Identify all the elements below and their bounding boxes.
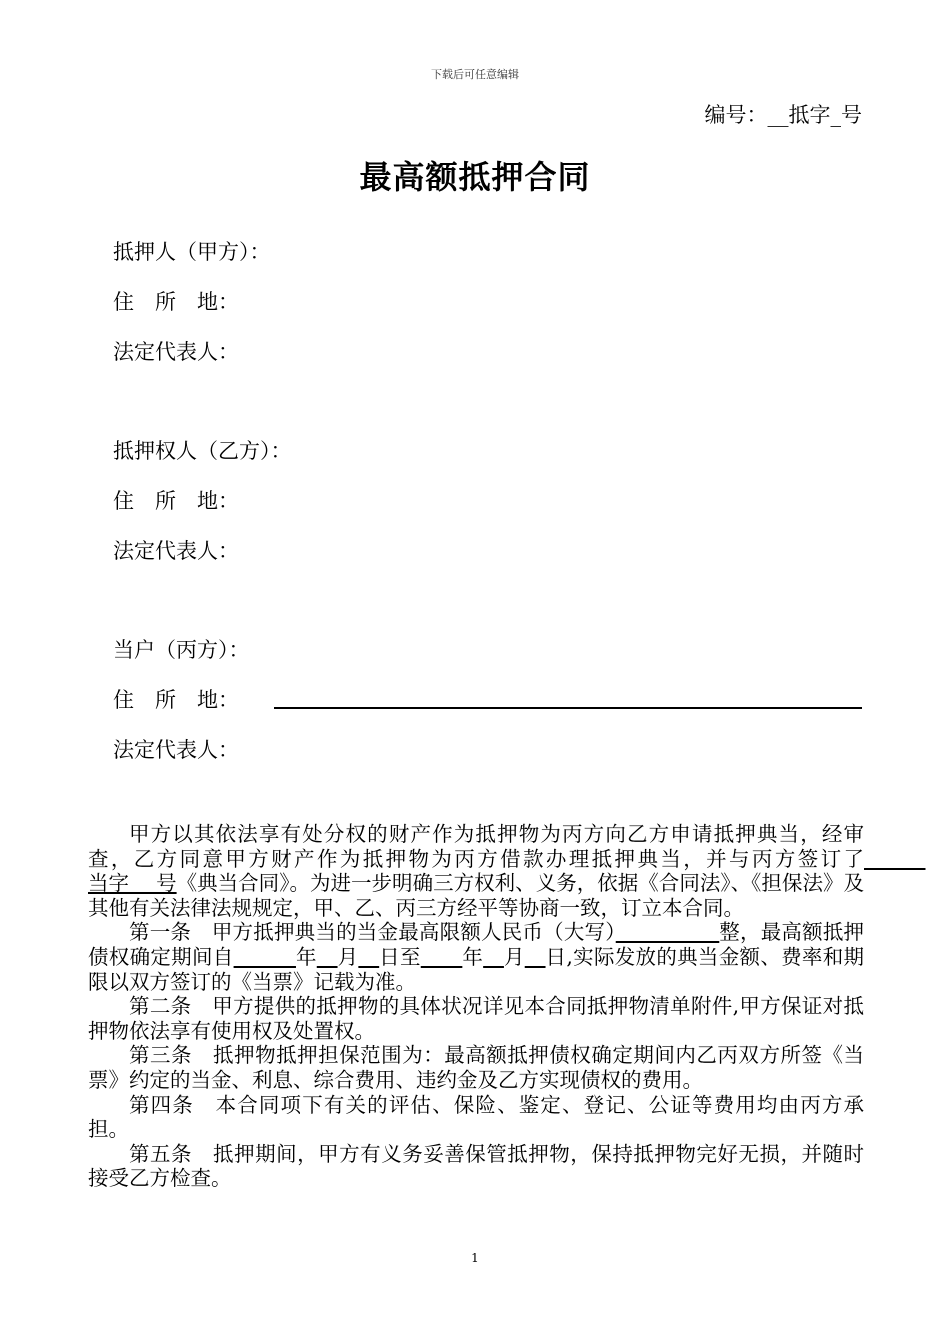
end-month-blank bbox=[483, 945, 504, 969]
article-2: 第二条 甲方提供的抵押物的具体状况详见本合同抵押物清单附件,甲方保证对抵押物依法享有使用权及处置权。 bbox=[88, 994, 864, 1043]
start-month-blank bbox=[317, 945, 338, 969]
article-3: 第三条 抵押物抵押担保范围为：最高额抵押债权确定期间内乙丙双方所签《当票》约定的当金、利息、综合费用、违约金及乙方实现债权的费用。 bbox=[88, 1043, 864, 1092]
party-c-representative-label: 法定代表人： bbox=[113, 738, 239, 762]
start-year-blank bbox=[234, 945, 296, 969]
party-c-address-label: 住 所 地： bbox=[113, 688, 239, 712]
end-day-blank bbox=[525, 945, 546, 969]
article-1: 第一条 甲方抵押典当的当金最高限额人民币（大写） 整，最高额抵押债权确定期间自 年 月 日至 年 月 日,实际发放的典当金额、费率和期限以双方签订的《当票》记载为准。 bbox=[88, 920, 865, 994]
contract-title: 最高额抵押合同 bbox=[359, 158, 591, 196]
intro-paragraph: 甲方以其依法享有处分权的财产作为抵押物为丙方向乙方申请抵押典当，经审查，乙方同意甲方财产作为抵押物为丙方借款办理抵押典当，并与丙方签订了 当字 号《典当合同》。为进一步明确三方权利、义务，依据《合同法》、《担保法》及其他有关法律法规规定，甲、乙、丙三方经平等协商一致，订立本合同。 bbox=[88, 822, 926, 920]
header-note: 下载后可任意编辑 bbox=[431, 68, 519, 81]
contract-body bbox=[88, 822, 926, 1191]
article-5: 第五条 抵押期间，甲方有义务妥善保管抵押物，保持抵押物完好无损，并随时接受乙方检查。 bbox=[88, 1141, 864, 1191]
amount-blank bbox=[616, 920, 720, 944]
party-b-representative-label: 法定代表人： bbox=[113, 539, 239, 563]
party-a-address-label: 住 所 地： bbox=[113, 290, 239, 314]
party-b-role: 抵押权人（乙方）： bbox=[113, 439, 292, 463]
party-a-representative-label: 法定代表人： bbox=[113, 340, 239, 364]
party-c-role: 当户（丙方）： bbox=[113, 638, 250, 662]
typical-contract-no-blank: 当字 号 bbox=[88, 846, 926, 896]
start-day-blank bbox=[358, 945, 379, 969]
party-c-address-underline bbox=[274, 707, 862, 709]
party-b-address-label: 住 所 地： bbox=[113, 489, 239, 513]
end-year-blank bbox=[421, 945, 463, 969]
contract-number: 编号：__抵字_号 bbox=[704, 103, 862, 127]
party-a-role: 抵押人（甲方）： bbox=[113, 240, 271, 264]
page-number: 1 bbox=[471, 1251, 479, 1265]
article-4: 第四条 本合同项下有关的评估、保险、鉴定、登记、公证等费用均由丙方承担。 bbox=[88, 1092, 864, 1142]
